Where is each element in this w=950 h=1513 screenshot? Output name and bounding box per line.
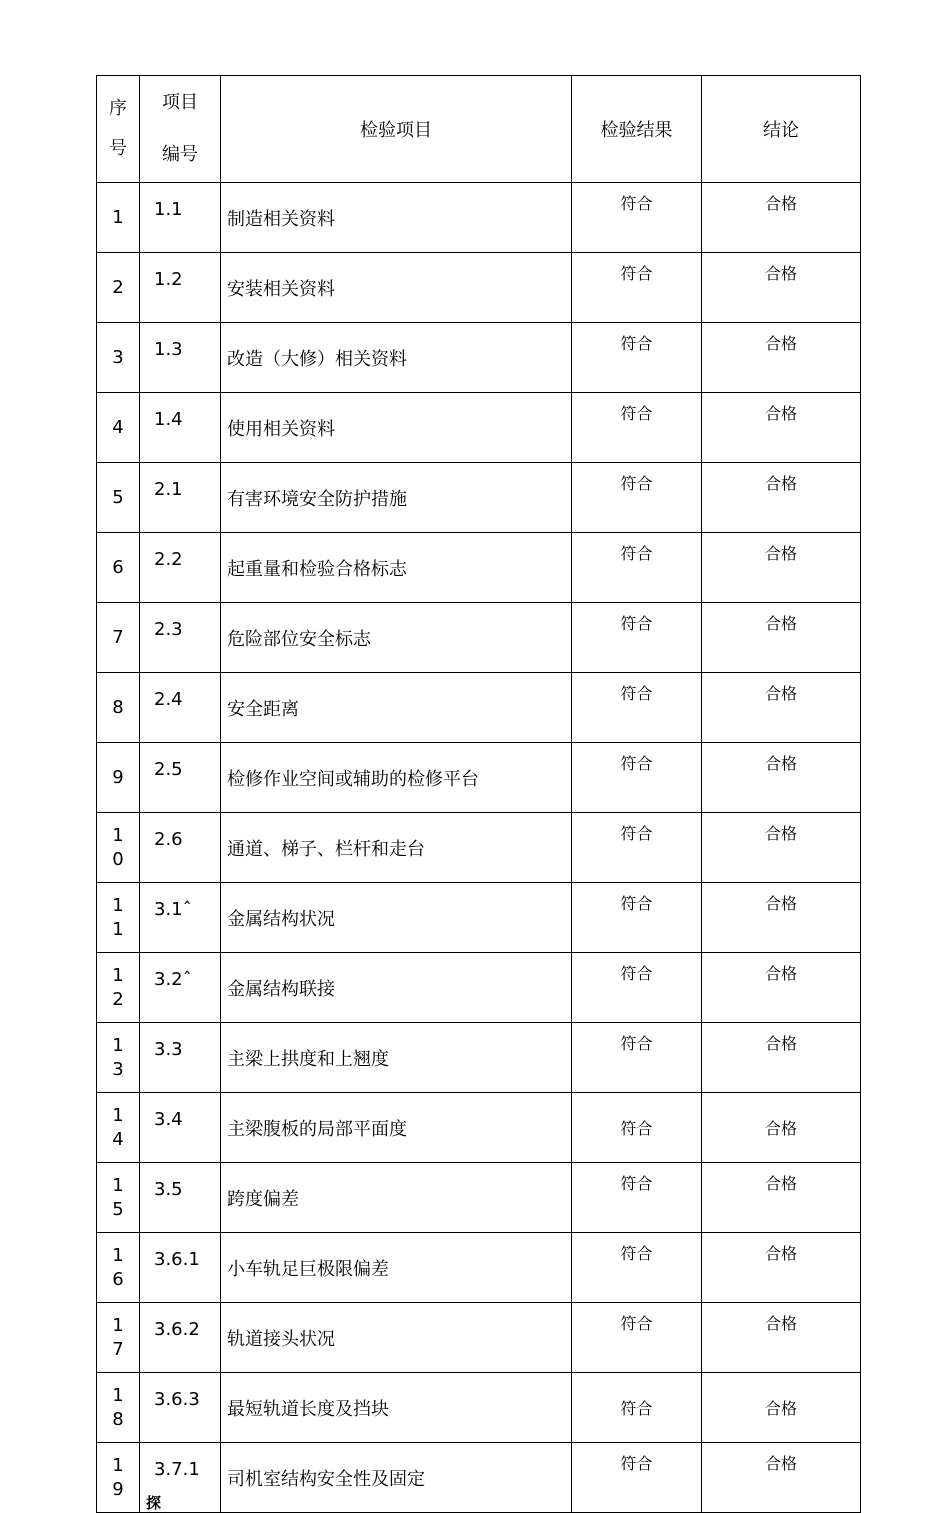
cell-conclusion: 合格 (702, 253, 861, 323)
header-seq (97, 76, 140, 183)
cell-seq (97, 813, 140, 883)
cell-code (140, 1093, 221, 1163)
code-text: 3.6.2 (154, 1319, 200, 1340)
table-row (97, 813, 861, 883)
cell-result: 符合 (572, 253, 702, 323)
cell-item: 跨度偏差 (221, 1163, 572, 1233)
table-row (97, 1443, 861, 1513)
cell-result: 符合 (572, 463, 702, 533)
cell-conclusion: 合格 (702, 1093, 861, 1163)
code-text: 3.4 (154, 1109, 183, 1130)
cell-result: 符合 (572, 953, 702, 1023)
cell-code (140, 883, 221, 953)
cell-result: 符合 (572, 883, 702, 953)
cell-conclusion: 合格 (702, 1373, 861, 1443)
cell-code (140, 1303, 221, 1373)
table-row (97, 1303, 861, 1373)
cell-conclusion: 合格 (702, 1443, 861, 1513)
table-body (97, 183, 861, 1513)
seq-text: 2 (112, 276, 124, 298)
cell-conclusion: 合格 (702, 393, 861, 463)
seq-text: 18 (112, 1384, 124, 1430)
cell-seq (97, 1373, 140, 1443)
seq-text: 12 (112, 964, 124, 1010)
table-row (97, 1233, 861, 1303)
cell-seq (97, 1163, 140, 1233)
seq-text: 14 (112, 1104, 124, 1150)
cell-item: 主梁腹板的局部平面度 (221, 1093, 572, 1163)
cell-item: 使用相关资料 (221, 393, 572, 463)
cell-seq (97, 1093, 140, 1163)
table-row (97, 1373, 861, 1443)
code-text: 2.3 (154, 619, 183, 640)
cell-item: 检修作业空间或辅助的检修平台 (221, 743, 572, 813)
cell-seq (97, 1023, 140, 1093)
seq-text: 4 (112, 416, 124, 438)
header-code-line2: 编号 (162, 144, 198, 165)
cell-code (140, 1023, 221, 1093)
code-text: 1.3 (154, 339, 183, 360)
table-row (97, 603, 861, 673)
cell-conclusion: 合格 (702, 533, 861, 603)
seq-text: 1 (112, 206, 124, 228)
code-mark: 探 (146, 1494, 162, 1512)
cell-code (140, 1443, 221, 1513)
table-row (97, 743, 861, 813)
cell-conclusion: 合格 (702, 323, 861, 393)
cell-result: 符合 (572, 1093, 702, 1163)
table-row (97, 953, 861, 1023)
cell-seq (97, 673, 140, 743)
code-text: 3.6.3 (154, 1389, 200, 1410)
header-seq-line2: 号 (109, 138, 127, 159)
table-header-row (97, 76, 861, 183)
seq-text: 5 (112, 486, 124, 508)
code-text: 2.5 (154, 759, 183, 780)
cell-conclusion: 合格 (702, 953, 861, 1023)
table-row (97, 1023, 861, 1093)
cell-code (140, 1233, 221, 1303)
cell-seq (97, 603, 140, 673)
cell-conclusion: 合格 (702, 463, 861, 533)
table-row (97, 1163, 861, 1233)
cell-conclusion: 合格 (702, 1023, 861, 1093)
cell-result: 符合 (572, 533, 702, 603)
cell-result: 符合 (572, 603, 702, 673)
table-row (97, 883, 861, 953)
seq-text: 7 (112, 626, 124, 648)
cell-conclusion: 合格 (702, 813, 861, 883)
cell-code (140, 1373, 221, 1443)
code-text: 2.2 (154, 549, 183, 570)
cell-code (140, 743, 221, 813)
seq-text: 9 (112, 766, 124, 788)
seq-text: 15 (112, 1174, 124, 1220)
cell-item: 安装相关资料 (221, 253, 572, 323)
cell-conclusion: 合格 (702, 1163, 861, 1233)
seq-text: 11 (112, 894, 124, 940)
cell-seq (97, 1233, 140, 1303)
cell-code (140, 1163, 221, 1233)
cell-code (140, 813, 221, 883)
cell-result: 符合 (572, 1233, 702, 1303)
header-item: 检验项目 (221, 76, 572, 183)
code-text: 3.1ˆ (154, 899, 192, 920)
seq-text: 6 (112, 556, 124, 578)
seq-text: 13 (112, 1034, 124, 1080)
cell-seq (97, 1443, 140, 1513)
table-row (97, 463, 861, 533)
cell-result: 符合 (572, 1163, 702, 1233)
cell-result: 符合 (572, 743, 702, 813)
code-text: 3.3 (154, 1039, 183, 1060)
seq-text: 19 (112, 1454, 124, 1500)
cell-item: 起重量和检验合格标志 (221, 533, 572, 603)
code-text: 1.1 (154, 199, 183, 220)
cell-conclusion: 合格 (702, 1233, 861, 1303)
code-text: 2.4 (154, 689, 183, 710)
cell-item: 最短轨道长度及挡块 (221, 1373, 572, 1443)
cell-seq (97, 883, 140, 953)
cell-seq (97, 323, 140, 393)
header-code-line1: 项目 (162, 92, 198, 113)
cell-result: 符合 (572, 1303, 702, 1373)
table-row (97, 1093, 861, 1163)
header-result: 检验结果 (572, 76, 702, 183)
seq-text: 8 (112, 696, 124, 718)
cell-seq (97, 533, 140, 603)
cell-item: 小车轨足巨极限偏差 (221, 1233, 572, 1303)
cell-item: 司机室结构安全性及固定 (221, 1443, 572, 1513)
cell-code (140, 253, 221, 323)
code-text: 3.2ˆ (154, 969, 192, 990)
cell-result: 符合 (572, 1023, 702, 1093)
cell-conclusion: 合格 (702, 743, 861, 813)
cell-item: 改造（大修）相关资料 (221, 323, 572, 393)
cell-item: 危险部位安全标志 (221, 603, 572, 673)
cell-seq (97, 393, 140, 463)
cell-result: 符合 (572, 183, 702, 253)
cell-result: 符合 (572, 1373, 702, 1443)
table-row (97, 183, 861, 253)
cell-code (140, 673, 221, 743)
cell-code (140, 183, 221, 253)
header-conclusion: 结论 (702, 76, 861, 183)
code-text: 1.4 (154, 409, 183, 430)
cell-result: 符合 (572, 1443, 702, 1513)
cell-seq (97, 463, 140, 533)
cell-item: 制造相关资料 (221, 183, 572, 253)
cell-code (140, 323, 221, 393)
cell-result: 符合 (572, 323, 702, 393)
cell-item: 主梁上拱度和上翘度 (221, 1023, 572, 1093)
cell-conclusion: 合格 (702, 1303, 861, 1373)
header-seq-line1: 序 (109, 98, 127, 119)
seq-text: 16 (112, 1244, 124, 1290)
table-row (97, 323, 861, 393)
cell-conclusion: 合格 (702, 183, 861, 253)
code-text: 1.2 (154, 269, 183, 290)
cell-seq (97, 743, 140, 813)
cell-code (140, 533, 221, 603)
cell-code (140, 463, 221, 533)
seq-text: 17 (112, 1314, 124, 1360)
header-code (140, 76, 221, 183)
table-row (97, 533, 861, 603)
cell-result: 符合 (572, 393, 702, 463)
code-text: 3.5 (154, 1179, 183, 1200)
cell-conclusion: 合格 (702, 673, 861, 743)
cell-code (140, 603, 221, 673)
table-row (97, 393, 861, 463)
table-row (97, 673, 861, 743)
inspection-table (96, 75, 861, 1513)
cell-seq (97, 1303, 140, 1373)
cell-conclusion: 合格 (702, 603, 861, 673)
seq-text: 10 (112, 824, 124, 870)
code-text: 3.6.1 (154, 1249, 200, 1270)
cell-item: 有害环境安全防护措施 (221, 463, 572, 533)
cell-item: 金属结构联接 (221, 953, 572, 1023)
cell-seq (97, 953, 140, 1023)
code-text: 2.1 (154, 479, 183, 500)
cell-item: 通道、梯子、栏杆和走台 (221, 813, 572, 883)
cell-item: 轨道接头状况 (221, 1303, 572, 1373)
cell-result: 符合 (572, 813, 702, 883)
cell-code (140, 953, 221, 1023)
cell-seq (97, 253, 140, 323)
cell-item: 金属结构状况 (221, 883, 572, 953)
code-text: 2.6 (154, 829, 183, 850)
code-text: 3.7.1 (154, 1459, 200, 1480)
table-row (97, 253, 861, 323)
seq-text: 3 (112, 346, 124, 368)
cell-code (140, 393, 221, 463)
cell-item: 安全距离 (221, 673, 572, 743)
cell-result: 符合 (572, 673, 702, 743)
cell-conclusion: 合格 (702, 883, 861, 953)
cell-seq (97, 183, 140, 253)
